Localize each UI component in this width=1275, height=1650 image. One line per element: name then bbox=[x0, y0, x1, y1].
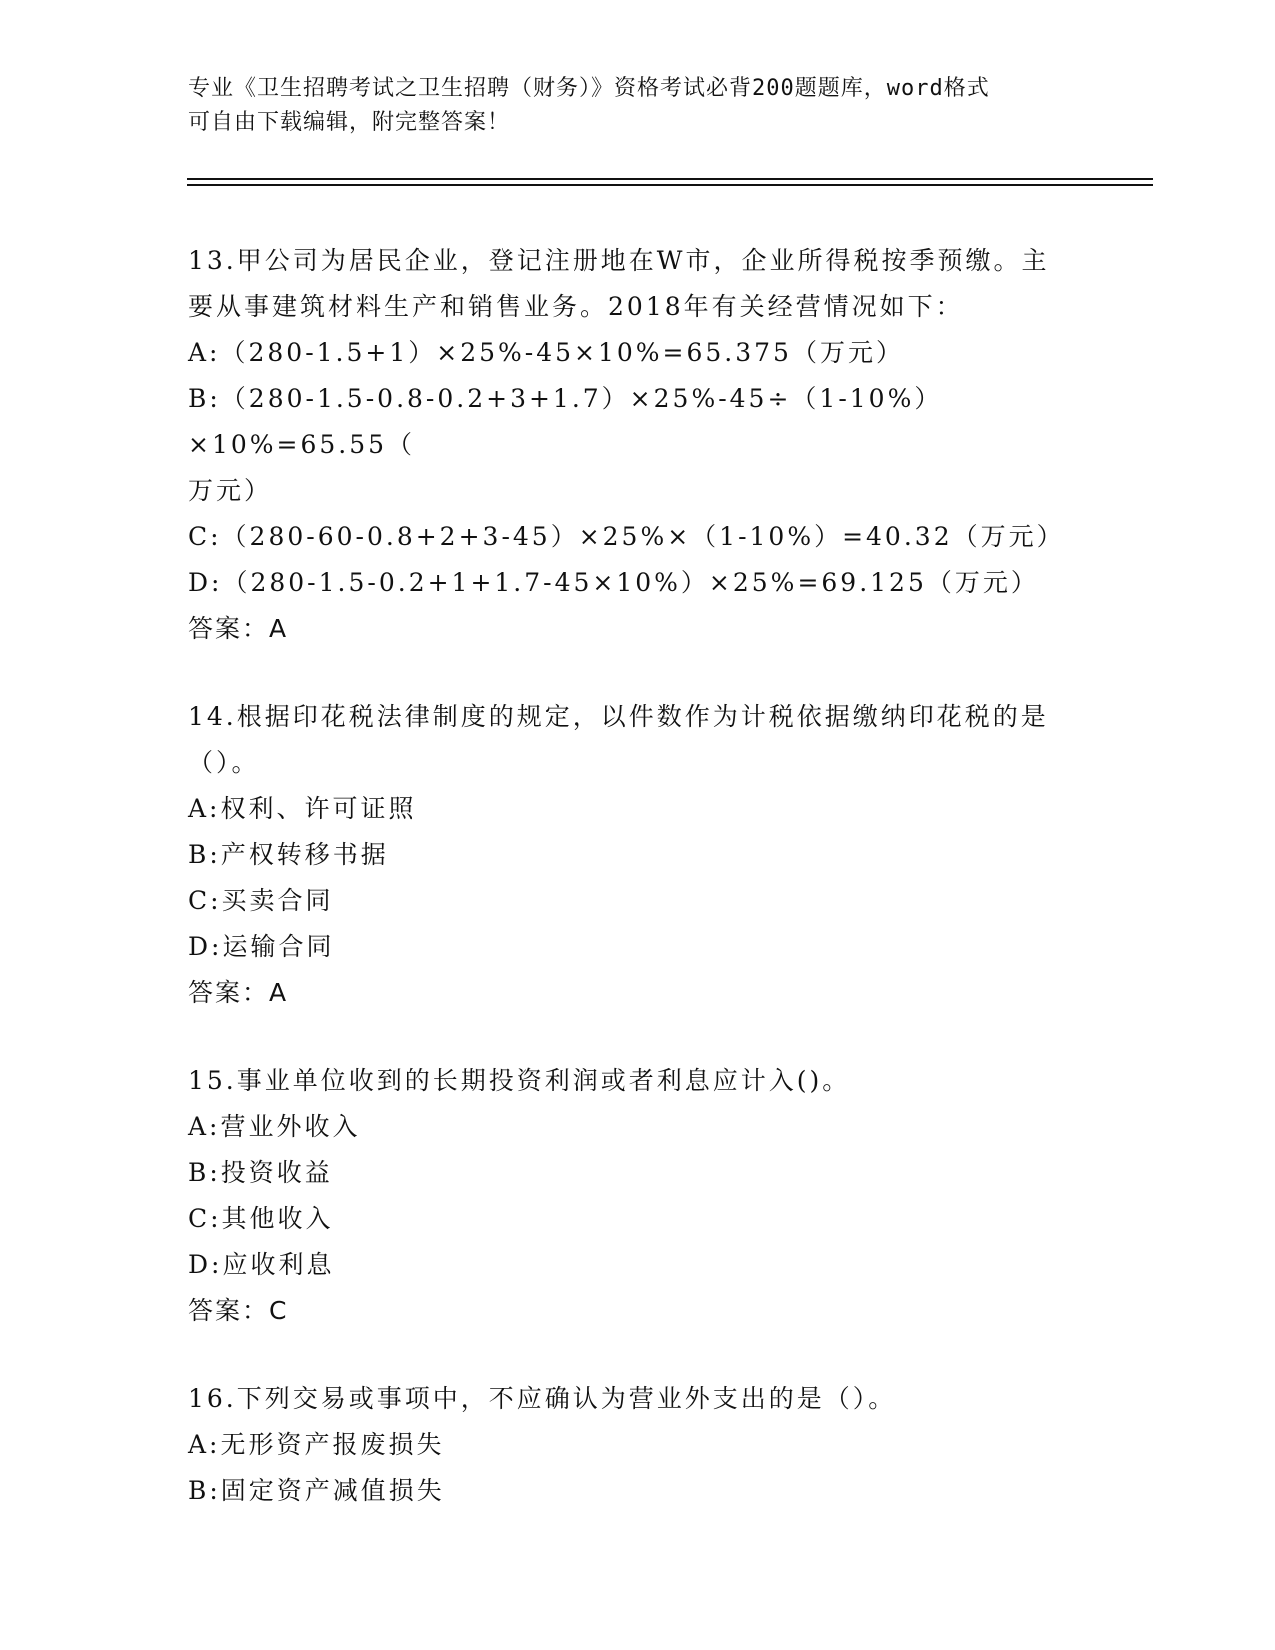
header-divider-top bbox=[187, 178, 1153, 180]
header-divider-bottom bbox=[187, 184, 1153, 186]
question-stem-line: 14.根据印花税法律制度的规定，以件数作为计税依据缴纳印花税的是 bbox=[188, 702, 1049, 731]
question-16 bbox=[188, 1376, 1088, 1514]
option-a: A:营业外收入 bbox=[188, 1112, 361, 1141]
header-title-line-1: 专业《卫生招聘考试之卫生招聘（财务）》资格考试必背200题题库，word格式 bbox=[188, 76, 990, 101]
question-stem-line: （）。 bbox=[188, 748, 260, 777]
option-a: A:权利、许可证照 bbox=[188, 794, 417, 823]
option-b-continued: 万元） bbox=[188, 476, 273, 505]
question-14 bbox=[188, 694, 1088, 1016]
question-13 bbox=[188, 238, 1088, 652]
option-d: D:运输合同 bbox=[188, 932, 335, 961]
option-d: D:应收利息 bbox=[188, 1250, 335, 1279]
question-stem-line: 要从事建筑材料生产和销售业务。2018年有关经营情况如下： bbox=[188, 292, 964, 321]
option-b: B:产权转移书据 bbox=[188, 840, 389, 869]
option-a: A:（280-1.5+1）×25%-45×10%=65.375（万元） bbox=[188, 338, 904, 367]
option-b: B:固定资产减值损失 bbox=[188, 1476, 445, 1505]
answer-label: 答案：A bbox=[188, 614, 289, 643]
option-d: D:（280-1.5-0.2+1+1.7-45×10%）×25%=69.125（万元） bbox=[188, 568, 1039, 597]
answer-label: 答案：A bbox=[188, 978, 289, 1007]
document-header bbox=[188, 72, 1068, 140]
question-list bbox=[188, 238, 1088, 1556]
question-15 bbox=[188, 1058, 1088, 1334]
option-b: B:（280-1.5-0.8-0.2+3+1.7）×25%-45÷（1-10%）×10%=65.55（ bbox=[188, 384, 943, 459]
option-b: B:投资收益 bbox=[188, 1158, 333, 1187]
question-stem-line: 16.下列交易或事项中，不应确认为营业外支出的是（）。 bbox=[188, 1384, 897, 1413]
option-c: C:买卖合同 bbox=[188, 886, 334, 915]
question-stem-line: 13.甲公司为居民企业，登记注册地在W市，企业所得税按季预缴。主 bbox=[188, 246, 1050, 275]
option-c: C:其他收入 bbox=[188, 1204, 334, 1233]
option-c: C:（280-60-0.8+2+3-45）×25%×（1-10%）=40.32（万元） bbox=[188, 522, 1065, 551]
header-title-line-2: 可自由下载编辑，附完整答案！ bbox=[188, 110, 511, 135]
question-stem-line: 15.事业单位收到的长期投资利润或者利息应计入()。 bbox=[188, 1066, 851, 1095]
option-a: A:无形资产报废损失 bbox=[188, 1430, 445, 1459]
answer-label: 答案：C bbox=[188, 1296, 289, 1325]
